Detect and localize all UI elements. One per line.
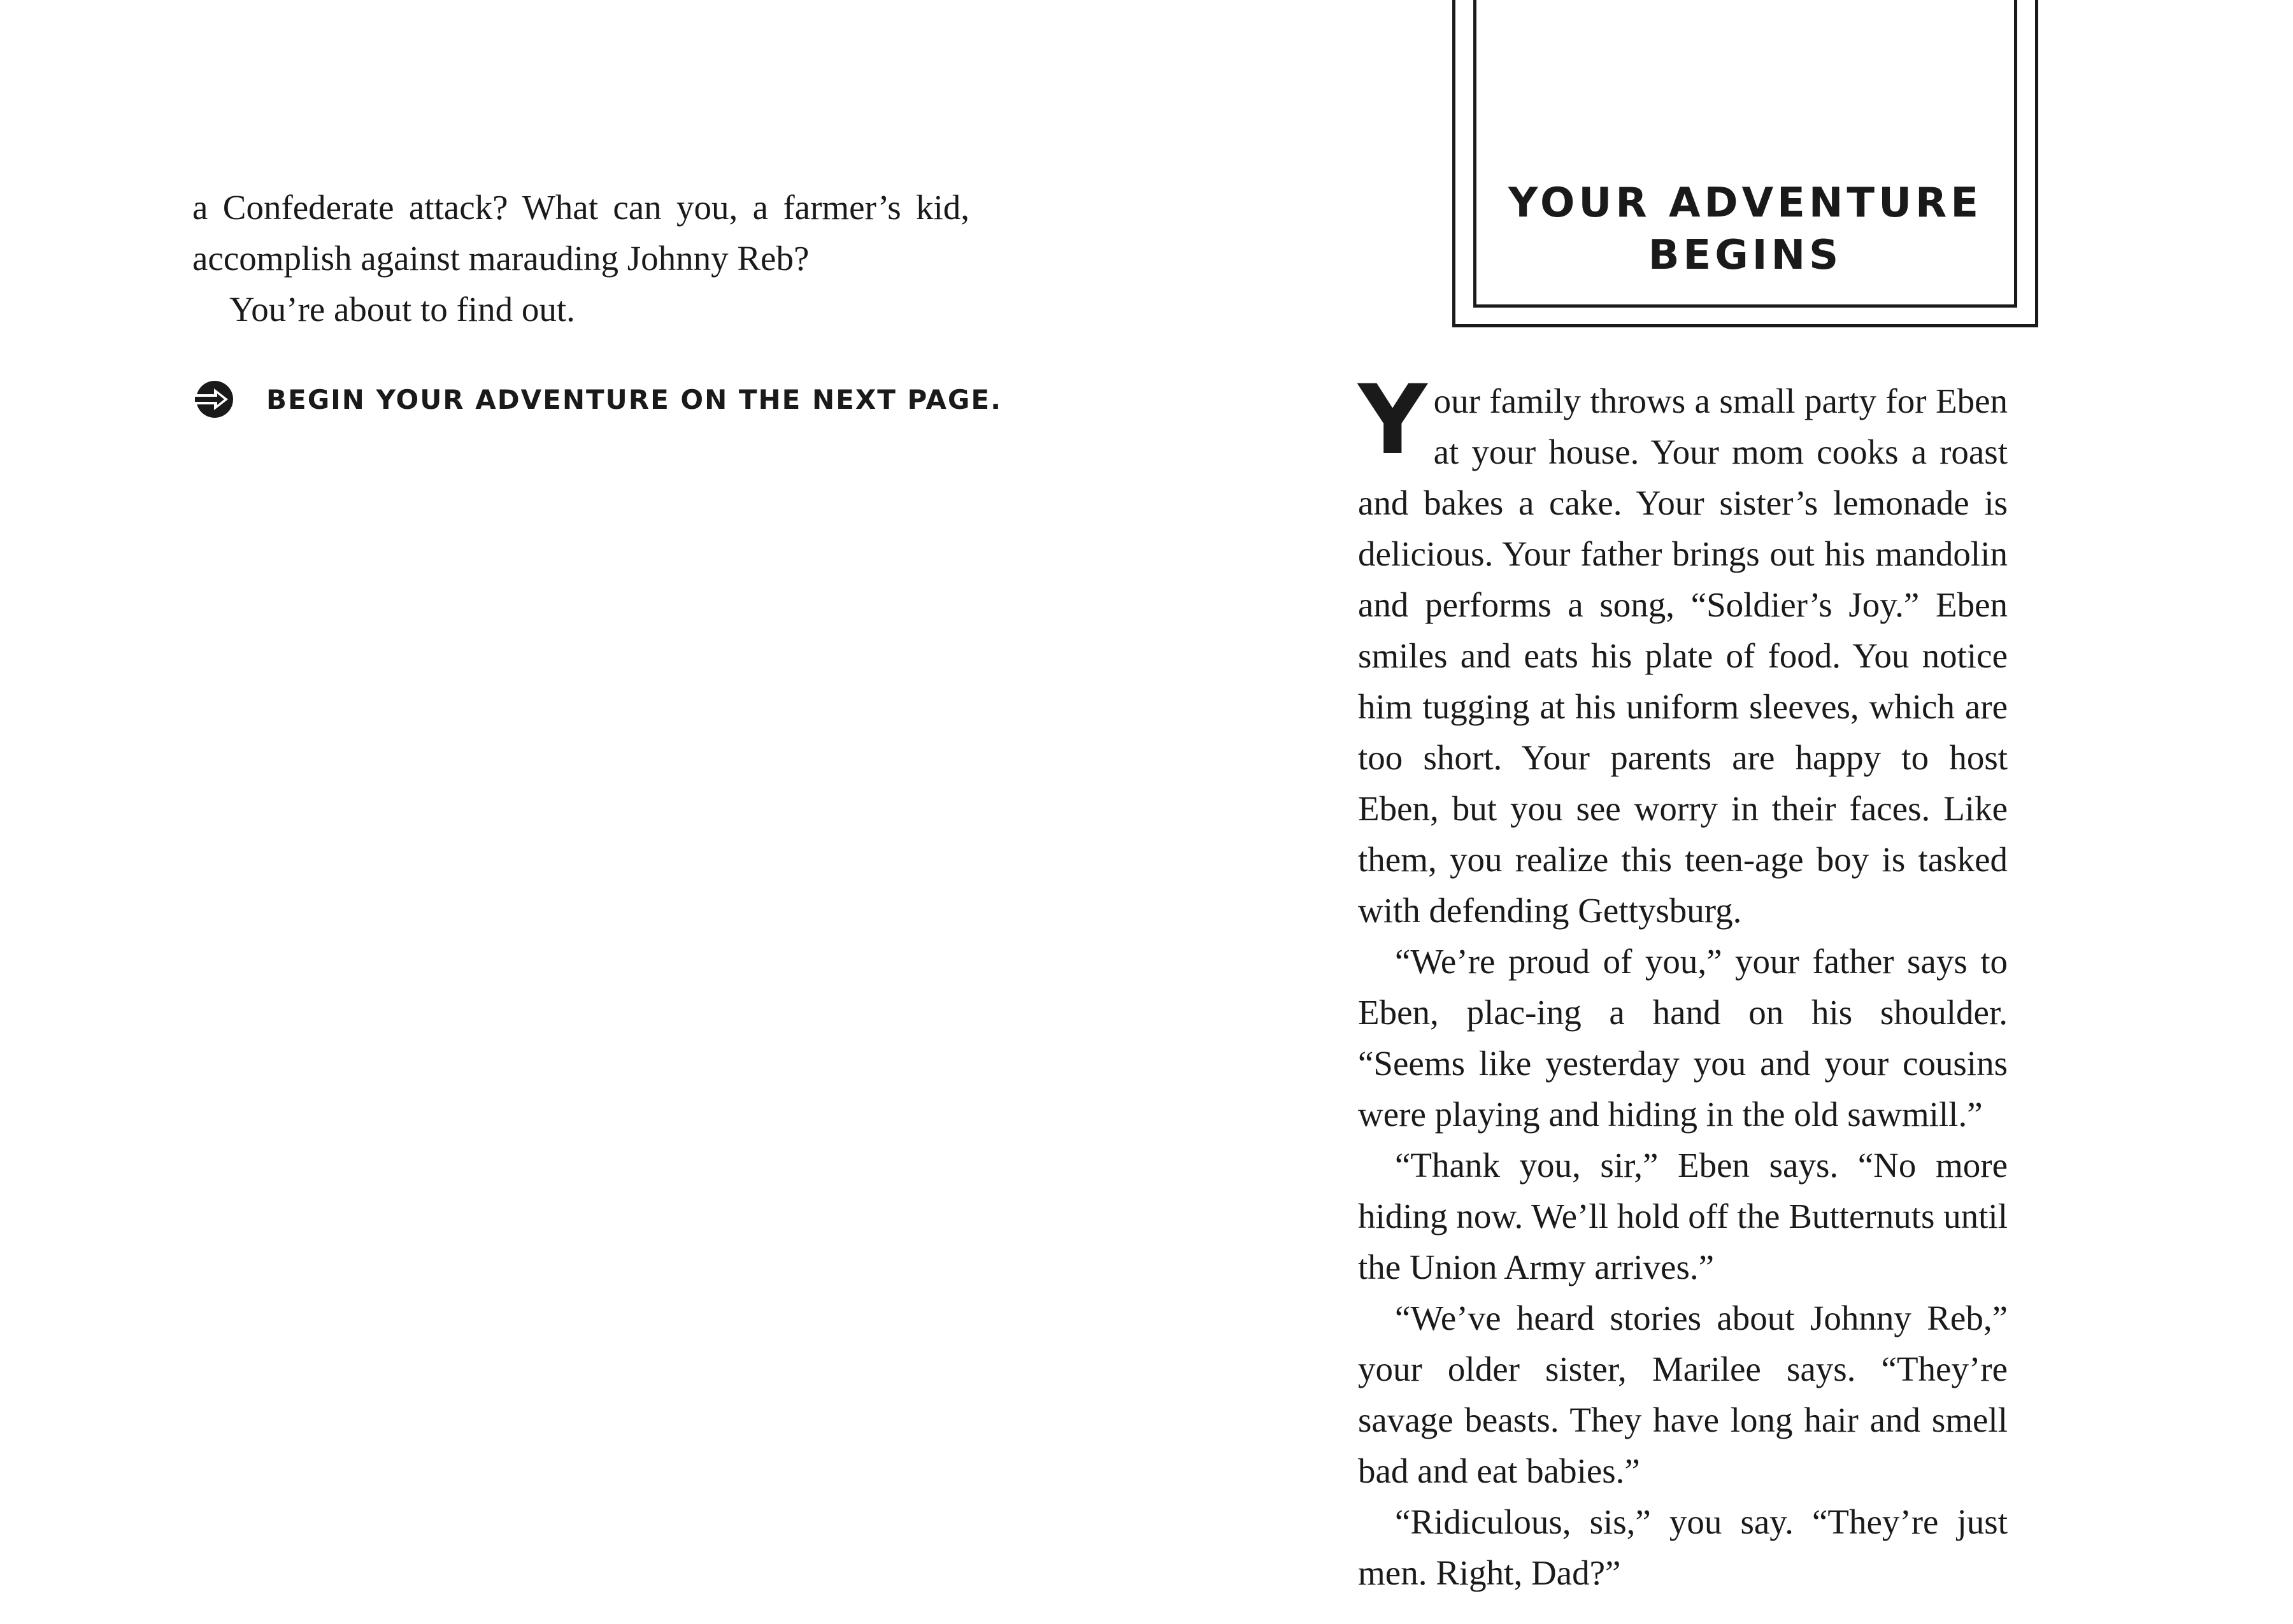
drop-cap: Y — [1358, 365, 1427, 476]
paragraph: “We’re proud of you,” your father says to Eben, plac-ing a hand on his shoulder. “Seems like yesterday you and your cousins were playing and hiding in the old sawmill.” — [1358, 942, 2008, 1134]
opening-paragraph — [1358, 365, 2008, 936]
left-page-text — [192, 182, 969, 335]
chapter-title-line-2: BEGINS — [1648, 232, 1843, 279]
opening-paragraph-text: our family throws a small party for Eben at your house. Your mom cooks a roast and bakes a cake. Your sister’s lemonade is delicious. Your father brings out his mandolin and performs a song, “Soldier’s Joy.” Eben smiles and eats his plate of food. You notice him tugging at his uniform sleeves, which are too short. Your parents are happy to host Eben, but you see worry in their faces. Like them, you realize this teen-age boy is tasked with defending Gettysburg. — [1358, 381, 2008, 930]
arrow-right-circle-icon — [195, 380, 234, 419]
right-page-text — [1358, 365, 2008, 1599]
paragraph: “Thank you, sir,” Eben says. “No more hiding now. We’ll hold off the Butternuts until the Union Army arrives.” — [1358, 1146, 2008, 1286]
paragraph: a Confederate attack? What can you, a farmer’s kid, accomplish against marauding Johnny Reb? — [192, 188, 969, 278]
right-page — [1146, 0, 2293, 1624]
left-page — [0, 0, 1146, 1624]
chapter-heading-inner-frame — [1473, 0, 2017, 308]
chapter-title — [1508, 177, 1982, 281]
paragraph: You’re about to find out. — [229, 290, 575, 329]
next-page-prompt — [195, 380, 1002, 419]
paragraph: “We’ve heard stories about Johnny Reb,” your older sister, Marilee says. “They’re savage beasts. They have long hair and smell bad and eat babies.” — [1358, 1299, 2008, 1490]
next-page-label: BEGIN YOUR ADVENTURE ON THE NEXT PAGE. — [266, 383, 1003, 415]
paragraph: “Ridiculous, sis,” you say. “They’re just men. Right, Dad?” — [1358, 1502, 2008, 1592]
chapter-title-line-1: YOUR ADVENTURE — [1508, 180, 1983, 227]
chapter-heading-frame — [1452, 0, 2038, 327]
